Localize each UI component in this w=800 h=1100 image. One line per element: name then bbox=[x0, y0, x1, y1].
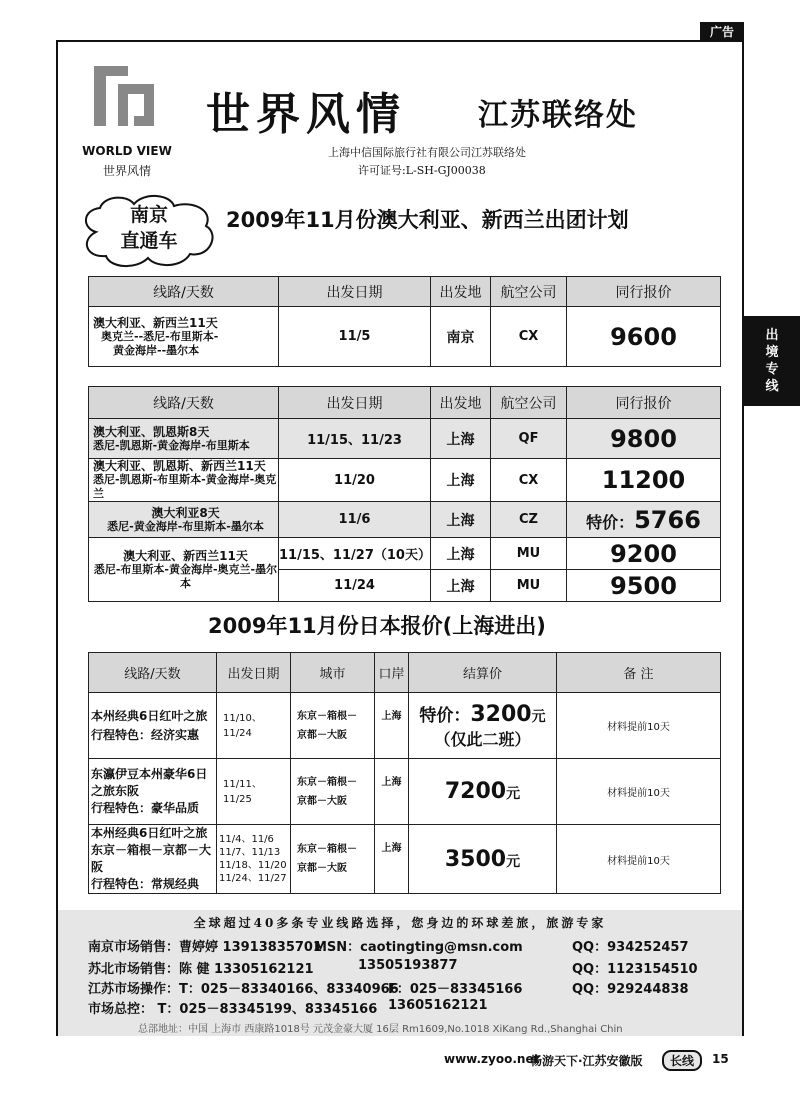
route-line: 本州经典6日红叶之旅 bbox=[91, 826, 208, 840]
route-line: 行程特色：常规经典 bbox=[91, 877, 200, 891]
footer-brand: 畅游天下·江苏安徽版 bbox=[530, 1054, 643, 1068]
airline-cell: QF bbox=[491, 419, 567, 459]
city-cell bbox=[291, 825, 375, 894]
city-line: 东京－箱根－ bbox=[297, 844, 357, 855]
route-line: 行程特色：豪华品质 bbox=[91, 801, 200, 815]
slogan: 全球超过40多条专业线路选择，您身边的环球差旅，旅游专家 bbox=[193, 916, 607, 930]
footer-url: www.zyoo.net bbox=[444, 1052, 540, 1066]
header-route: 线路/天数 bbox=[89, 653, 217, 693]
contact-label: 南京市场销售：曹婷婷 13913835701 bbox=[88, 940, 323, 955]
brand-title: 世界风情 bbox=[206, 89, 406, 140]
route-cell bbox=[89, 693, 217, 759]
table-row bbox=[89, 825, 721, 894]
world-view-logo-icon bbox=[88, 60, 160, 132]
origin-cell: 上海 bbox=[431, 570, 491, 602]
australia-plan-title: 2009年11月份澳大利亚、新西兰出团计划 bbox=[226, 208, 629, 232]
header-price: 同行报价 bbox=[567, 387, 721, 419]
date-cell: 11/15、11/27（10天） bbox=[279, 538, 431, 570]
city-line: 京都－大阪 bbox=[297, 729, 347, 741]
shanghai-departure-table bbox=[88, 386, 721, 602]
date-cell: 11/15、11/23 bbox=[279, 419, 431, 459]
side-tab-char: 境 bbox=[765, 345, 779, 360]
japan-price-table bbox=[88, 652, 721, 894]
price-unit: 元 bbox=[506, 853, 521, 870]
company-name: 上海中信国际旅行社有限公司江苏联络处 bbox=[328, 146, 526, 159]
price-unit: 元 bbox=[506, 786, 521, 802]
price-cell: 9800 bbox=[567, 419, 721, 459]
date-line: 11/10、 bbox=[223, 712, 262, 724]
special-price-label: 特价： bbox=[586, 512, 635, 532]
price-value: 3200 bbox=[470, 702, 532, 727]
header-date: 出发日期 bbox=[279, 387, 431, 419]
route-sub: 悉尼-黄金海岸-布里斯本-墨尔本 bbox=[107, 519, 264, 533]
route-cell bbox=[89, 502, 279, 538]
header-route: 线路/天数 bbox=[89, 387, 279, 419]
date-cell bbox=[217, 693, 291, 759]
side-tab-char: 专 bbox=[765, 362, 779, 377]
logo-english-name: WORLD VIEW bbox=[82, 144, 172, 158]
japan-price-title: 2009年11月份日本报价(上海进出) bbox=[208, 614, 546, 638]
badge-text bbox=[94, 202, 204, 254]
date-cell: 11/24 bbox=[279, 570, 431, 602]
logo-chinese-name: 世界风情 bbox=[102, 164, 151, 178]
price-cell: 11200 bbox=[567, 459, 721, 502]
note-cell: 材料提前10天 bbox=[557, 759, 721, 825]
port-cell: 上海 bbox=[375, 825, 409, 894]
badge-line-2: 直通车 bbox=[120, 230, 178, 252]
route-main: 澳大利亚、新西兰11天 bbox=[93, 315, 218, 330]
header-airline: 航空公司 bbox=[491, 387, 567, 419]
price-cell bbox=[409, 825, 557, 894]
port-cell: 上海 bbox=[375, 693, 409, 759]
header-origin: 出发地 bbox=[431, 277, 491, 307]
price-cell: 9600 bbox=[567, 307, 721, 367]
contact-label: 江苏市场操作：T：025－83340166、83340966 bbox=[88, 982, 399, 997]
date-line: 11/24 bbox=[223, 727, 252, 739]
price-unit: 元 bbox=[531, 709, 546, 725]
route-sub: 悉尼-布里斯本-黄金海岸-奥克兰-墨尔本 bbox=[93, 562, 278, 590]
table-row bbox=[89, 502, 721, 538]
price-cell bbox=[409, 693, 557, 759]
route-sub: 黄金海岸--墨尔本 bbox=[113, 343, 200, 357]
date-line: 11/4、11/6 bbox=[219, 834, 274, 845]
brand-subtitle: 江苏联络处 bbox=[478, 98, 638, 133]
city-line: 京都－大阪 bbox=[297, 863, 347, 874]
table-row bbox=[89, 693, 721, 759]
route-main: 澳大利亚、凯恩斯、新西兰11天 bbox=[93, 459, 266, 473]
header-date: 出发日期 bbox=[217, 653, 291, 693]
price-value: 5766 bbox=[634, 505, 701, 534]
price-value: 3500 bbox=[444, 846, 507, 872]
route-cell bbox=[89, 307, 279, 367]
route-line: 东京－箱根－京都－大阪 bbox=[91, 843, 212, 874]
header-route: 线路/天数 bbox=[89, 277, 279, 307]
price-cell bbox=[409, 759, 557, 825]
route-line: 本州经典6日红叶之旅 bbox=[91, 708, 208, 723]
route-cell bbox=[89, 825, 217, 894]
port-cell: 上海 bbox=[375, 759, 409, 825]
price-cell: 9200 bbox=[567, 538, 721, 570]
route-sub: 奥克兰--悉尼-布里斯本- bbox=[101, 329, 219, 343]
header-note: 备 注 bbox=[557, 653, 721, 693]
header-airline: 航空公司 bbox=[491, 277, 567, 307]
header-settlement-price: 结算价 bbox=[409, 653, 557, 693]
contact-qq: QQ：1123154510 bbox=[572, 962, 698, 977]
city-line: 东京－箱根－ bbox=[297, 710, 357, 722]
ad-frame bbox=[56, 40, 744, 1036]
table-row bbox=[89, 759, 721, 825]
badge-line-1: 南京 bbox=[129, 204, 168, 226]
note-cell: 材料提前10天 bbox=[557, 693, 721, 759]
contact-label: 市场总控： T：025－83345199、83345166 bbox=[88, 1002, 378, 1017]
route-line: 之旅东阪 bbox=[91, 784, 140, 798]
header-date: 出发日期 bbox=[279, 277, 431, 307]
origin-cell: 南京 bbox=[431, 307, 491, 367]
contact-fax: F：025－83345166 bbox=[388, 982, 523, 997]
contact-qq: QQ：934252457 bbox=[572, 940, 689, 955]
route-cell bbox=[89, 459, 279, 502]
airline-cell: CX bbox=[491, 459, 567, 502]
price-cell bbox=[567, 502, 721, 538]
city-cell bbox=[291, 759, 375, 825]
origin-cell: 上海 bbox=[431, 538, 491, 570]
special-price-label: 特价： bbox=[419, 706, 471, 726]
airline-cell: MU bbox=[491, 570, 567, 602]
footer-section-tag: 长线 bbox=[662, 1050, 702, 1071]
route-main: 澳大利亚、新西兰11天 bbox=[123, 548, 248, 563]
side-tab-outbound bbox=[744, 316, 800, 406]
contact-msn: MSN：caotingting@msn.com bbox=[314, 940, 523, 955]
origin-cell: 上海 bbox=[431, 419, 491, 459]
city-line: 京都－大阪 bbox=[297, 795, 347, 807]
note-cell: 材料提前10天 bbox=[557, 825, 721, 894]
contact-qq: QQ：929244838 bbox=[572, 982, 689, 997]
price-value: 7200 bbox=[444, 779, 507, 804]
date-cell bbox=[217, 759, 291, 825]
header-port: 口岸 bbox=[375, 653, 409, 693]
ad-tag: 广告 bbox=[700, 22, 744, 42]
contact-phone: 13605162121 bbox=[388, 998, 488, 1013]
contact-phone: 13505193877 bbox=[358, 958, 458, 973]
route-cell bbox=[89, 419, 279, 459]
date-line: 11/11、 bbox=[223, 778, 262, 790]
page-number: 15 bbox=[712, 1052, 729, 1066]
origin-cell: 上海 bbox=[431, 502, 491, 538]
airline-cell: MU bbox=[491, 538, 567, 570]
route-main: 澳大利亚8天 bbox=[151, 505, 220, 520]
origin-cell: 上海 bbox=[431, 459, 491, 502]
date-line: 11/7、11/13 bbox=[219, 847, 281, 858]
airline-cell: CZ bbox=[491, 502, 567, 538]
price-note: （仅此二班） bbox=[434, 730, 531, 749]
route-line: 东瀛伊豆本州豪华6日 bbox=[91, 767, 208, 781]
price-cell: 9500 bbox=[567, 570, 721, 602]
date-cell: 11/20 bbox=[279, 459, 431, 502]
route-sub: 悉尼-凯恩斯-布里斯本-黄金海岸-奥克兰 bbox=[93, 473, 277, 500]
route-main: 澳大利亚、凯恩斯8天 bbox=[93, 424, 210, 439]
date-cell: 11/5 bbox=[279, 307, 431, 367]
route-cell bbox=[89, 759, 217, 825]
table-row bbox=[89, 419, 721, 459]
date-line: 11/25 bbox=[223, 793, 252, 805]
date-line: 11/24、11/27 bbox=[219, 873, 287, 884]
city-line: 东京－箱根－ bbox=[297, 776, 357, 788]
airline-cell: CX bbox=[491, 307, 567, 367]
header-origin: 出发地 bbox=[431, 387, 491, 419]
date-cell: 11/6 bbox=[279, 502, 431, 538]
route-cell bbox=[89, 538, 279, 602]
city-cell bbox=[291, 693, 375, 759]
table-row bbox=[89, 459, 721, 502]
side-tab-char: 线 bbox=[765, 379, 779, 394]
license-number: 许可证号:L-SH-GJ00038 bbox=[358, 164, 486, 177]
side-tab-char: 出 bbox=[765, 328, 779, 343]
nanjing-departure-table bbox=[88, 276, 721, 367]
route-line: 行程特色：经济实惠 bbox=[91, 727, 200, 742]
contact-label: 苏北市场销售：陈 健 13305162121 bbox=[88, 962, 314, 977]
header-price: 同行报价 bbox=[567, 277, 721, 307]
date-line: 11/18、11/20 bbox=[219, 860, 287, 871]
date-cell bbox=[217, 825, 291, 894]
table-row bbox=[89, 538, 721, 570]
header-city: 城市 bbox=[291, 653, 375, 693]
hq-address: 总部地址：中国 上海市 西康路1018号 元茂金豪大厦 16层 Rm1609,No.1018 XiKang Rd.,Shanghai Chin bbox=[138, 1024, 623, 1035]
route-sub: 悉尼-凯恩斯-黄金海岸-布里斯本 bbox=[93, 438, 250, 452]
